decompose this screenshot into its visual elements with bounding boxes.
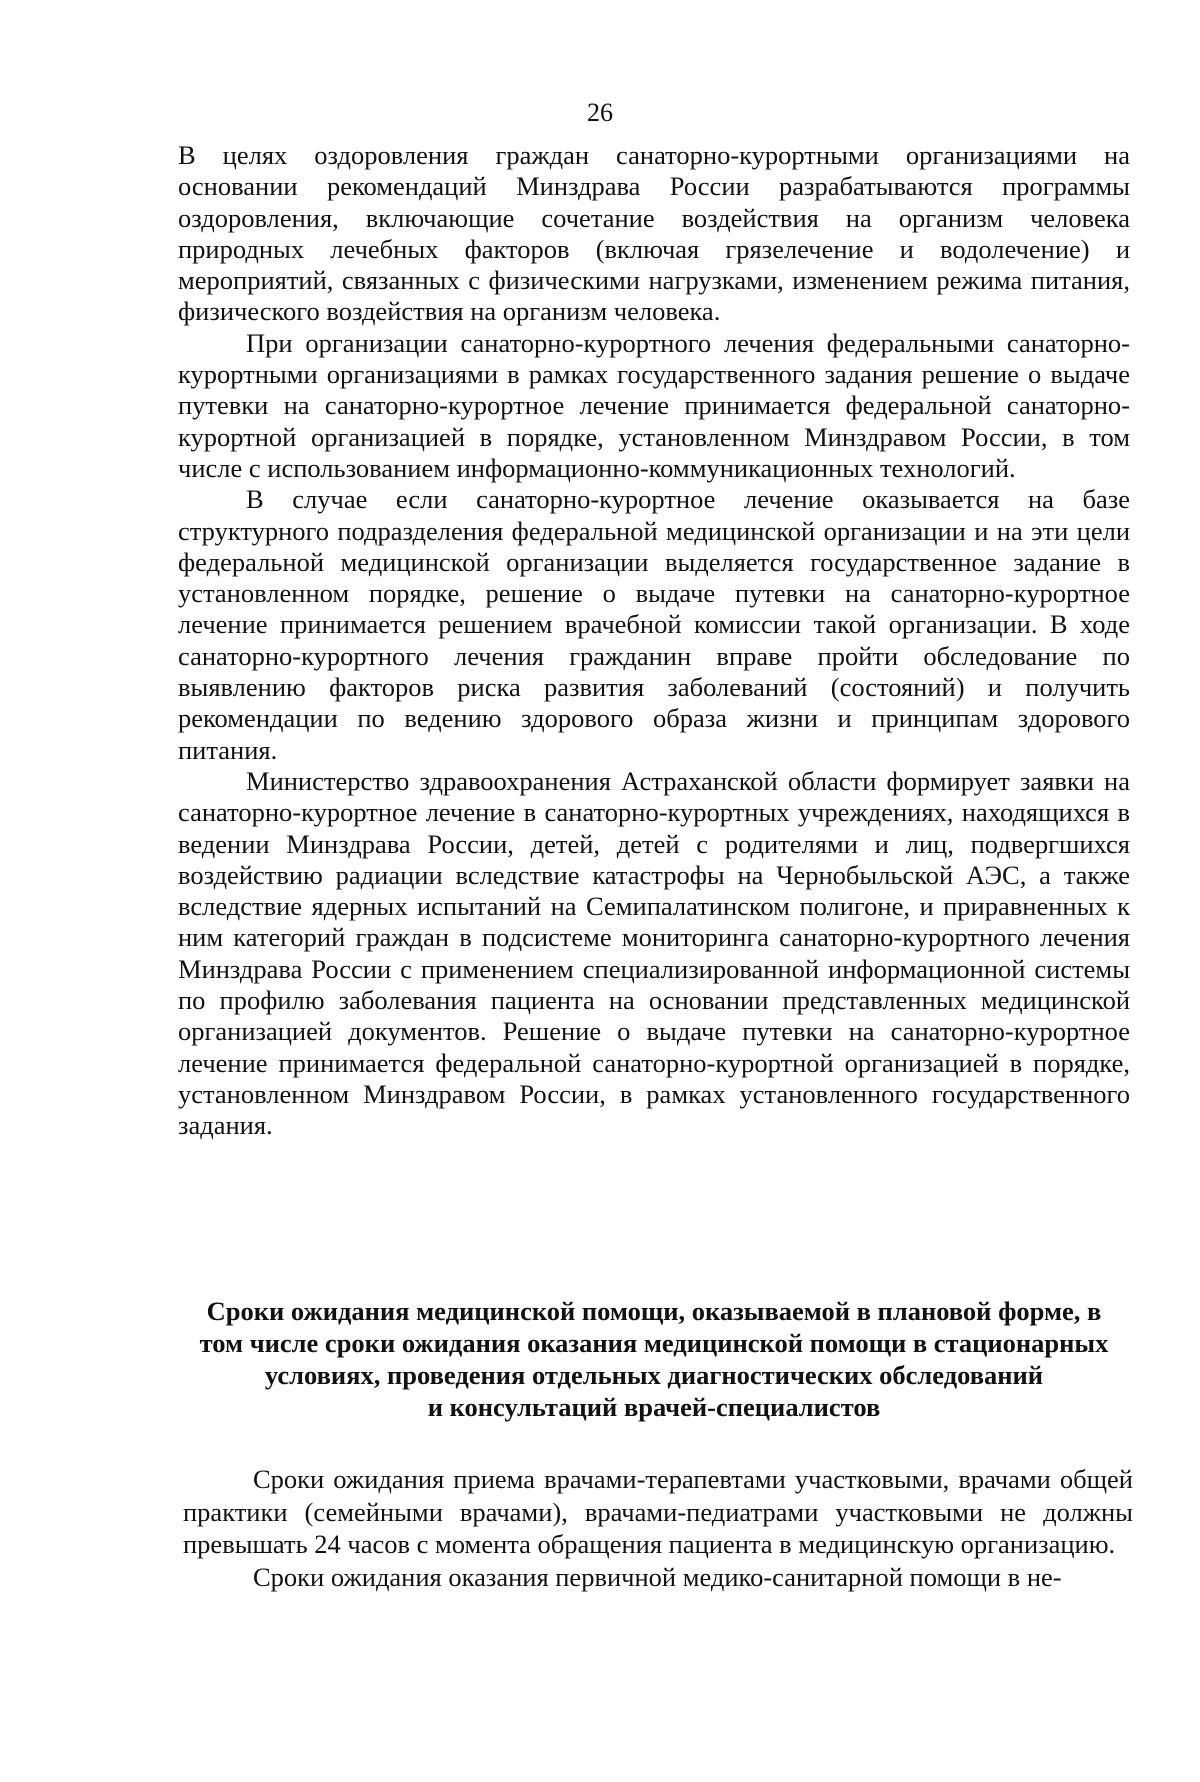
paragraph-ministry-astrakhan: Министерство здравоохранения Астраханской области формирует заявки на санаторно-курортное лечение в санаторно-курортных учреждениях, находящихся в ведении Минздрава России, детей, детей с родителями и лиц, подвергшихся воздействию радиации вследствие катастрофы на Чернобыльской АЭС, а также вследствие ядерных испытаний на Семипалатинском полигоне, и приравненных к ним категорий граждан в подсистеме мониторинга санаторно-курортного лечения Минздрава России с применением специализированной информационной системы по профилю заболевания пациента на основании представленных медицинской организацией документов. Решение о выдаче путевки на санаторно-курортное лечение принимается федеральной санаторно-курортной организацией в порядке, установленном Минздравом России, в рамках установленного государственного задания. bbox=[178, 765, 1130, 1141]
heading-line: Сроки ожидания медицинской помощи, оказываемой в плановой форме, в bbox=[206, 1296, 1102, 1326]
paragraph-structural-division: В случае если санаторно-курортное лечение оказывается на базе структурного подразделения федеральной медицинской организации и на эти цели федеральной медицинской организации выделяется государственное задание в установленном порядке, решение о выдаче путевки на санаторно-курортное лечение принимается решением врачебной комиссии такой организации. В ходе санаторно-курортного лечения гражданин вправе пройти обследование по выявлению факторов риска развития заболеваний (состояний) и получить рекомендации по ведению здорового образа жизни и принципам здорового питания. bbox=[178, 484, 1130, 765]
section-heading bbox=[178, 1295, 1130, 1423]
heading-line: условиях, проведения отдельных диагностических обследований bbox=[264, 1360, 1044, 1390]
heading-line: и консультаций врачей-специалистов bbox=[427, 1392, 881, 1422]
body-text bbox=[178, 140, 1130, 1142]
page-number: 26 bbox=[587, 98, 613, 127]
paragraph-federal-organizations: При организации санаторно-курортного лечения федеральными санаторно-курортными организациями в рамках государственного задания решение о выдаче путевки на санаторно-курортное лечение принимается федеральной санаторно-курортной организацией в порядке, установленном Минздравом России, в том числе с использованием информационно-коммуникационных технологий. bbox=[178, 327, 1130, 483]
lower-text bbox=[183, 1463, 1133, 1593]
paragraph-waiting-times-therapists: Сроки ожидания приема врачами-терапевтами участковыми, врачами общей практики (семейными врачами), врачами-педиатрами участковыми не должны превышать 24 часов с момента обращения пациента в медицинскую организацию. bbox=[183, 1464, 1133, 1559]
heading-line: том числе сроки ожидания оказания медицинской помощи в стационарных bbox=[199, 1328, 1109, 1358]
paragraph-health-programs: В целях оздоровления граждан санаторно-курортными организациями на основании рекомендаций Минздрава России разрабатываются программы оздоровления, включающие сочетание воздействия на организм человека природных лечебных факторов (включая грязелечение и водолечение) и мероприятий, связанных с физическими нагрузками, изменением режима питания, физического воздействия на организм человека. bbox=[178, 140, 1130, 327]
paragraph-waiting-times-primary-care: Сроки ожидания оказания первичной медико-санитарной помощи в не- bbox=[253, 1561, 1062, 1592]
